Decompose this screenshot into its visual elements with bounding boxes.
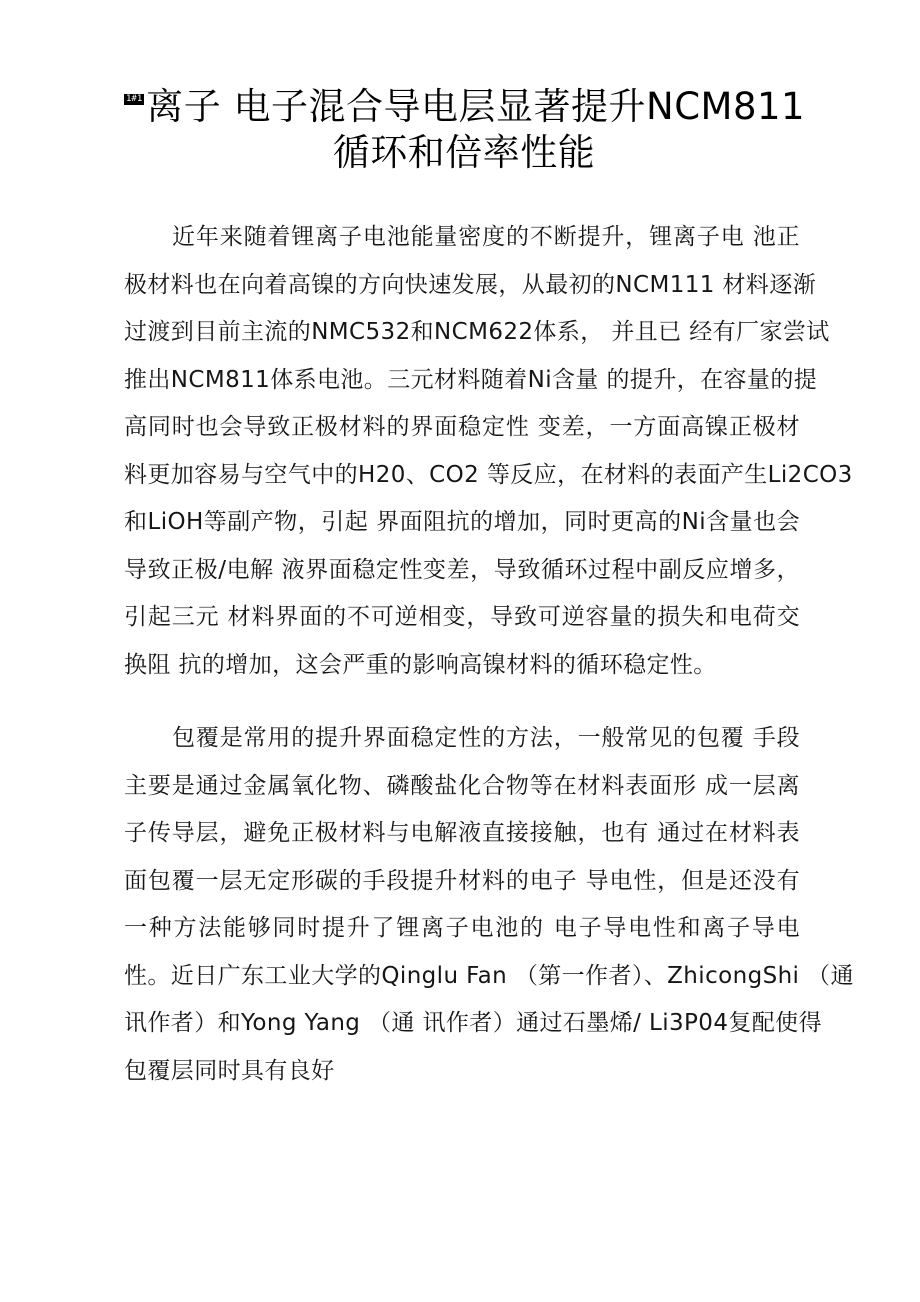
title-line-2: 循环和倍率性能: [332, 131, 596, 174]
paragraph-line: 极材料也在向着高镍的方向快速发展，从最初的NCM111 材料逐渐: [124, 271, 817, 298]
title-line-1: [124, 84, 804, 130]
paragraph-line: 和LiOH等副产物，引起 界面阻抗的增加，同时更高的Ni含量也会: [124, 509, 800, 535]
paragraph-line: 讯作者）和Yong Yang （通 讯作者）通过石墨烯/ Li3P04复配使得: [124, 1010, 822, 1036]
paragraph-line: 换阻 抗的增加，这会严重的影响高镍材料的循环稳定性。: [124, 651, 717, 678]
paragraph-line: 包覆是常用的提升界面稳定性的方法，一般常见的包覆 手段: [172, 725, 800, 751]
paragraph-line: 面包覆一层无定形碳的手段提升材料的电子 导电性，但是还没有: [124, 867, 800, 894]
paragraph-line: 主要是通过金属氧化物、磷酸盐化合物等在材料表面形 成一层离: [124, 772, 800, 799]
paragraph-line: 包覆层同时具有良好: [124, 1057, 335, 1084]
paragraph-line: 性。近日广东工业大学的Qinglu Fan （第一作者）、ZhicongShi （通: [124, 962, 854, 989]
paragraph-line: 过渡到目前主流的NMC532和NCM622体系， 并且已 经有厂家尝试: [124, 319, 830, 345]
paragraph-1: [124, 214, 853, 689]
paragraph-line: 近年来随着锂离子电池能量密度的不断提升，锂离子电 池正: [172, 224, 800, 250]
title-mark-icon: 1#1: [126, 94, 143, 104]
paragraph-line: 推出NCM811体系电池。三元材料随着Ni含量 的提升，在容量的提: [124, 366, 818, 393]
document-title: [124, 84, 804, 176]
paragraph-line: 引起三元 材料界面的不可逆相变，导致可逆容量的损失和电荷交: [124, 604, 800, 630]
paragraph-line: 子传导层，避免正极材料与电解液直接接触，也有 通过在材料表: [124, 820, 800, 846]
paragraph-line: 一种方法能够同时提升了锂离子电池的 电子导电性和离子导电: [124, 915, 800, 941]
paragraph-line: 料更加容易与空气中的H20、CO2 等反应，在材料的表面产生Li2CO3: [124, 461, 853, 488]
paragraph-line: 高同时也会导致正极材料的界面稳定性 变差，一方面高镍正极材: [124, 414, 800, 440]
paragraph-2: [124, 715, 854, 1095]
title-text-1: 离子 电子混合导电层显著提升NCM811: [146, 85, 806, 128]
paragraph-line: 导致正极/电解 液界面稳定性变差，导致循环过程中副反应增多，: [124, 556, 800, 583]
